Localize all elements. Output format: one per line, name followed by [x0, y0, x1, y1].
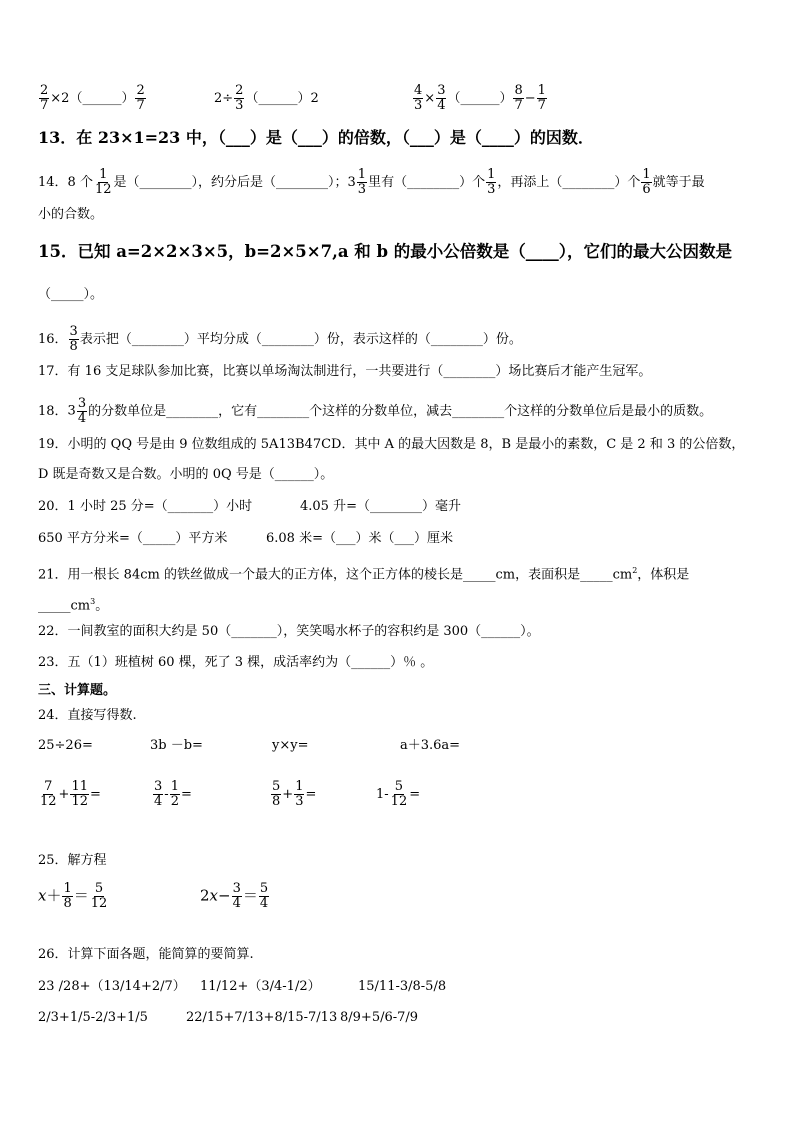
equation-1: x＋ $\frac{1}{8}$ ＝ $\frac{5}{12}$: [38, 881, 108, 911]
expr-row0-b: 2÷ $\frac{2}{3}$ （______）2: [214, 83, 319, 113]
q26-expr-5: 22/15+7/13+8/15-7/13: [186, 1010, 338, 1025]
question-18: 18．3 $\frac{3}{4}$ 的分数单位是________，它有________个这样的分数单位，减去________个这样的分数单位后是最小的质数。: [38, 396, 713, 426]
question-19-line2: D 既是奇数又是合数。小明的 0Q 号是（______）。: [38, 467, 334, 482]
question-20d: 6.08 米=（___）米（___）厘米: [266, 531, 453, 546]
q24-frac-expr-1: $\frac{7}{12}$ + $\frac{11}{12}$ =: [40, 779, 101, 809]
equation-2: 2x− $\frac{3}{4}$ ＝ $\frac{5}{4}$: [200, 881, 269, 911]
expr-row0-a: $\frac{2}{7}$ ×2（______） $\frac{2}{7}$: [40, 83, 145, 113]
q26-expr-3: 15/11-3/8-5/8: [358, 979, 447, 994]
section-heading: 三、计算题。: [38, 683, 117, 698]
question-20b: 4.05 升=（________）毫升: [300, 499, 461, 514]
question-22: 22．一间教室的面积大约是 50（_______），笑笑喝水杯子的容积约是 300（______）。: [38, 624, 540, 639]
expr-row0-c: $\frac{4}{3}$ × $\frac{3}{4}$ （______） $\frac{8}{7}$ − $\frac{1}{7}$: [414, 83, 546, 113]
fraction: $\frac{1}{8}$: [63, 881, 72, 911]
fraction: $\frac{1}{6}$: [642, 167, 651, 197]
fraction: $\frac{2}{7}$: [136, 83, 145, 113]
fraction: $\frac{8}{7}$: [514, 83, 523, 113]
fraction: $\frac{3}{4}$: [232, 881, 241, 911]
fraction: $\frac{5}{12}$: [390, 779, 408, 809]
q24-expr-4: a＋3.6a=: [400, 738, 461, 753]
fraction: $\frac{1}{3}$: [487, 167, 496, 197]
q26-expr-1: 23 /28+（13/14+2/7）: [38, 979, 186, 994]
q24-expr-3: y×y=: [272, 738, 309, 753]
fraction: $\frac{1}{7}$: [537, 83, 546, 113]
question-14-line1: 14．8 个 $\frac{1}{12}$ 是（________），约分后是（________）；3 $\frac{1}{3}$ 里有（________）个 $\frac{1}{3}$ ，再添上（________）个 $\frac{1}{6}$ 就等于最: [38, 167, 705, 197]
fraction: $\frac{5}{12}$: [90, 881, 108, 911]
question-24-title: 24．直接写得数.: [38, 708, 137, 723]
question-14-line2: 小的合数。: [38, 207, 104, 222]
q24-frac-expr-4: 1- $\frac{5}{12}$ =: [376, 779, 421, 809]
question-17: 17．有 16 支足球队参加比赛，比赛以单场淘汰制进行，一共要进行（________）场比赛后才能产生冠军。: [38, 364, 652, 379]
fraction: $\frac{1}{3}$: [357, 167, 367, 197]
fraction: $\frac{2}{7}$: [40, 83, 49, 113]
question-23: 23．五（1）班植树 60 棵，死了 3 棵，成活率约为（______）％ 。: [38, 655, 434, 670]
question-26-title: 26．计算下面各题，能简算的要简算.: [38, 947, 254, 962]
question-25-title: 25．解方程: [38, 853, 107, 868]
q24-frac-expr-2: $\frac{3}{4}$ - $\frac{1}{2}$ =: [154, 779, 192, 809]
question-21-line2: $\_\_\_\_\_cm^3$。: [38, 597, 109, 614]
fraction: $\frac{4}{3}$: [414, 83, 423, 113]
q26-expr-6: 8/9+5/6-7/9: [340, 1010, 419, 1025]
question-15-line1: 15．已知 a=2×2×3×5，b=2×5×7,a 和 b 的最小公倍数是（____），它们的最大公因数是: [38, 242, 733, 261]
q24-frac-expr-3: $\frac{5}{8}$ + $\frac{1}{3}$ =: [272, 779, 317, 809]
fraction: $\frac{3}{4}$: [154, 779, 163, 809]
fraction: $\frac{11}{12}$: [71, 779, 88, 809]
question-21-line1: 21．用一根长 84cm 的铁丝做成一个最大的正方体，这个正方体的棱长是_____cm，表面积是$\_\_\_\_\_cm^2$，体积是: [38, 566, 690, 583]
q26-expr-2: 11/12+（3/4-1/2）: [200, 979, 321, 994]
question-20a: 20．1 小时 25 分=（_______）小时: [38, 499, 253, 514]
fraction: $\frac{5}{8}$: [272, 779, 281, 809]
fraction: $\frac{2}{3}$: [235, 83, 244, 113]
q24-expr-1: 25÷26=: [38, 738, 93, 753]
question-13: 13．在 23×1=23 中，（___）是（___）的倍数，（___）是（____）的因数．: [38, 128, 594, 147]
question-16: 16． $\frac{3}{8}$ 表示把（________）平均分成（________）份，表示这样的（________）份。: [38, 324, 522, 354]
fraction: $\frac{1}{12}$: [94, 167, 112, 197]
question-15-line2: （_____）。: [38, 287, 104, 302]
q26-expr-4: 2/3+1/5-2/3+1/5: [38, 1010, 148, 1025]
fraction: $\frac{1}{2}$: [170, 779, 179, 809]
question-20c: 650 平方分米=（_____）平方米: [38, 531, 228, 546]
fraction: $\frac{3}{4}$: [77, 396, 87, 426]
fraction: $\frac{1}{3}$: [295, 779, 304, 809]
fraction: $\frac{5}{4}$: [259, 881, 269, 911]
q24-expr-2: 3b －b=: [150, 738, 203, 753]
fraction: $\frac{3}{8}$: [69, 324, 78, 354]
fraction: $\frac{7}{12}$: [40, 779, 57, 809]
fraction: $\frac{3}{4}$: [437, 83, 446, 113]
question-19-line1: 19．小明的 QQ 号是由 9 位数组成的 5A13B47CD．其中 A 的最大因数是 8，B 是最小的素数，C 是 2 和 3 的公倍数，: [38, 437, 745, 452]
